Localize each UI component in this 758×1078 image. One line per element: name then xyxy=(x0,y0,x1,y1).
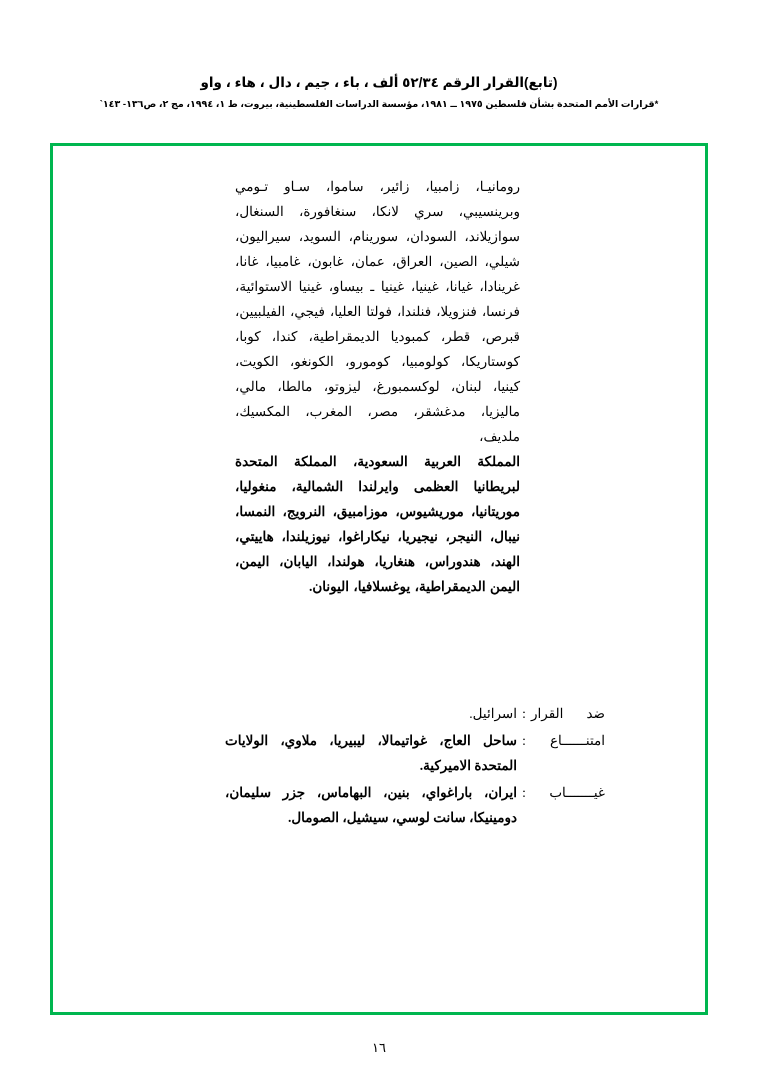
country-list-paragraph: رومانيـا، زامبيا، زائير، ساموا، سـاو تـومي وبرينسيبي، سري لانكا، سنغافورة، السنغال، سوازيلاند، السودان، سورينام، السويد، سيراليون، شيلي، الصين، العراق، عمان، غابون، غامبيا، غانا، غرينادا، غيانا، غينيا، غينيا ـ بيساو، غينيا الاستوائية، فرنسا، فنزويلا، فنلندا، فولتا العليا، فيجي، الفيلبيين، قبرص، قطر، كمبوديا الديمقراطية، كندا، كوبا، كوستاريكا، كولومبيا، كومورو، الكونغو، الكويت، كينيا، لبنان، لوكسمبورغ، ليزوتو، مالطا، مالي، ماليزيا، مدغشقر، مصر، المغرب، المكسيك، ملديف، xyxy=(235,179,520,444)
header-source-note: *قرارات الأمم المتحدة بشأن فلسطين ١٩٧٥ ــ ١٩٨١، مؤسسة الدراسات الفلسطينية، بيروت، ط ١، ١٩٩٤، مج ٢، ص١٣٦- ١٤٣` xyxy=(99,98,659,110)
vote-label: امتنــــــاع xyxy=(549,733,605,748)
green-content-frame xyxy=(50,143,708,1015)
vote-text: ايران، باراغواي، بنين، البهاماس، جزر سليمان، دومينيكا، سانت لوسي، سيشيل، الصومال. xyxy=(225,785,517,825)
vote-colon: : xyxy=(522,706,526,721)
vote-row xyxy=(225,728,605,778)
vote-results-block xyxy=(225,701,605,832)
vote-colon: : xyxy=(522,785,526,800)
page-header xyxy=(0,74,758,111)
vote-row xyxy=(225,701,605,726)
vote-colon: : xyxy=(522,733,526,748)
vote-label: غيـــــــاب xyxy=(549,785,605,800)
vote-row xyxy=(225,780,605,830)
vote-text: اسرائيل. xyxy=(469,706,517,721)
header-title: (تابع)القرار الرقم ٥٢/٣٤ ألف ، باء ، جيم ، دال ، هاء ، واو xyxy=(200,75,558,90)
page-number: ١٦ xyxy=(372,1040,386,1055)
vote-label: ضد القرار xyxy=(531,706,605,721)
vote-text: ساحل العاج، غواتيمالا، ليبيريا، ملاوي، الولايات المتحدة الاميركية. xyxy=(225,733,517,773)
body-text-block xyxy=(235,174,520,599)
country-list-paragraph-bold: المملكة العربية السعودية، المملكة المتحدة لبريطانيا العظمى وايرلندا الشمالية، منغوليا، موريتانيا، موريشيوس، موزامبيق، النرويج، النمسا، نيبال، النيجر، نيجيريا، نيكاراغوا، نيوزيلندا، هاييتي، الهند، هندوراس، هنغاريا، هولندا، اليابان، اليمن، اليمن الديمقراطية، يوغسلافيا، اليونان. xyxy=(235,454,520,594)
